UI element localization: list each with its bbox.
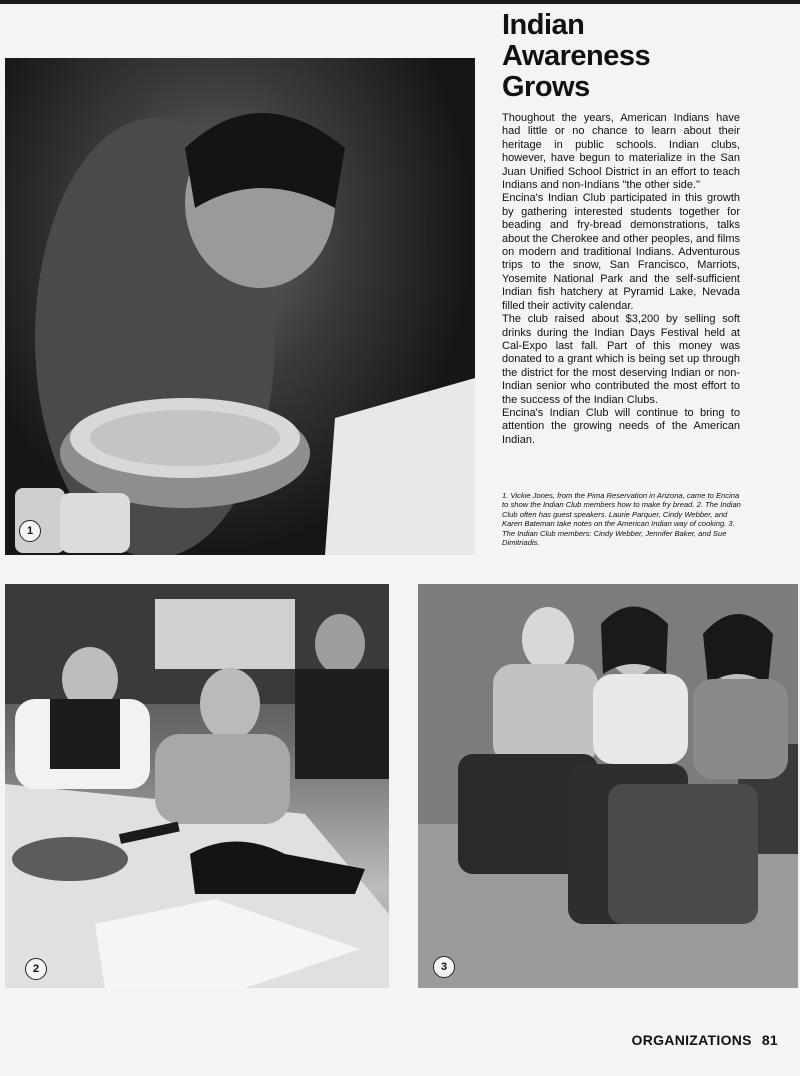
- photo-3-number-badge: 3: [433, 956, 455, 978]
- headline-line-1: Indian: [502, 9, 585, 41]
- photo-2-scene: [5, 584, 389, 988]
- photo-1-number-badge: 1: [19, 520, 41, 542]
- body-paragraph-2: Encina's Indian Club participated in this growth by gathering interested students together for beading and fry-bread demonstrations, talks about the Cherokee and other peoples, and films on modern and traditional Indians. Adventurous trips to the snow, San Francisco, Marriots, Yosemite National Park and the self-sufficient Indian fish hatchery at Pyramid Lake, Nevada filled their activity calendar.: [502, 192, 740, 312]
- body-paragraph-4: Encina's Indian Club will continue to bring to attention the growing needs of the American Indian.: [502, 406, 740, 446]
- headline-line-2: Awareness: [502, 40, 651, 72]
- photo-1-scene: [5, 58, 475, 555]
- headline-line-3: Grows: [502, 71, 590, 103]
- body-paragraph-3: The club raised about $3,200 by selling soft drinks during the Indian Days Festival held at Cal-Expo last fall. Part of this money was donated to a grant which is being set up through the district for the most deserving Indian or non-Indian senior who contributed the most effort to the success of the Indian Clubs.: [502, 313, 740, 406]
- photo-3-scene: [418, 584, 798, 988]
- photo-captions: 1. Vickie Jones, from the Pima Reservation in Arizona, came to Encina to show the Indian Club members how to make fry bread. 2. The Indian Club often has guest speakers. Laurie Parquer, Cindy Webber, and Karen Bateman take notes on the American Indian way of cooking. 3. The Indian Club members: Cindy Webber, Jennifer Baker, and Sue Dimitriadis.: [502, 491, 741, 548]
- article-headline: [502, 10, 792, 103]
- photo-club-members: [418, 584, 798, 988]
- page-folio: [632, 1032, 779, 1048]
- photo-2-number-badge: 2: [25, 958, 47, 980]
- section-name: ORGANIZATIONS: [631, 1032, 752, 1048]
- article-body: [502, 112, 740, 447]
- photo-guest-speaker: [5, 584, 389, 988]
- body-paragraph-1: Thoughout the years, American Indians have had little or no chance to learn about their heritage in public schools. Indian clubs, however, have begun to materialize in the San Juan Unified School District in an effort to teach Indians and non-Indians "the other side.": [502, 112, 740, 192]
- page-top-edge: [0, 0, 800, 4]
- photo-fry-bread: [5, 58, 475, 555]
- page-number: 81: [761, 1032, 778, 1048]
